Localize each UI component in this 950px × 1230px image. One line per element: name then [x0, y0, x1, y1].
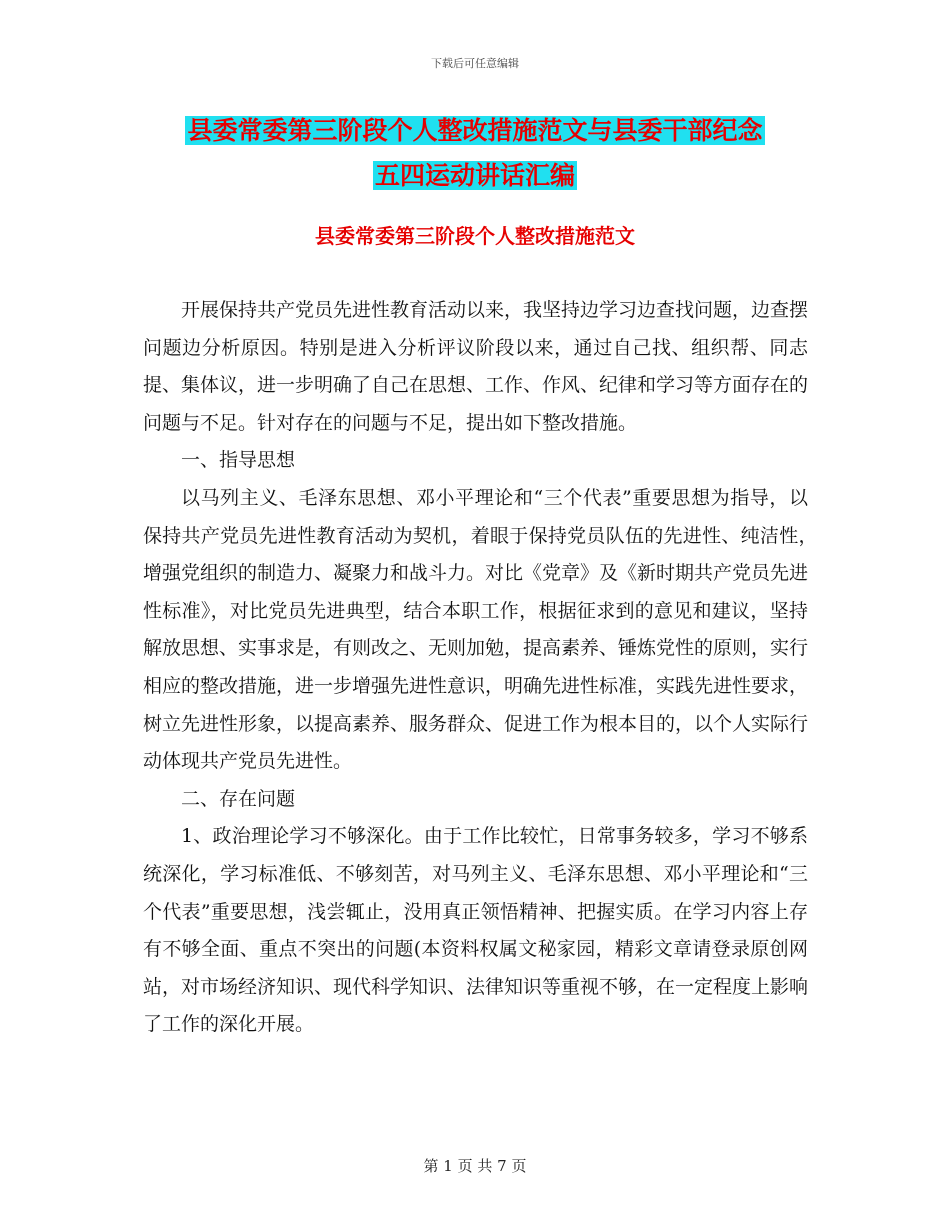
- heading-guiding-ideology: 一、指导思想: [181, 449, 296, 472]
- document-title-line-2: 五四运动讲话汇编: [374, 161, 575, 190]
- paragraph-intro: 开展保持共产党员先进性教育活动以来，我坚持边学习边查找问题，边查摆问题边分析原因。特别是进入分析评议阶段以来，通过自己找、组织帮、同志提、集体议，进一步明确了自己在思想、工作、作风、纪律和学习等方面存在的问题与不足。针对存在的问题与不足，提出如下整改措施。: [143, 299, 809, 434]
- heading-existing-problems: 二、存在问题: [181, 787, 296, 810]
- section-title: 县委常委第三阶段个人整改措施范文: [315, 224, 635, 248]
- paragraph-problem-1: 1、政治理论学习不够深化。由于工作比较忙，日常事务较多，学习不够系统深化，学习标准低、不够刻苦，对马列主义、毛泽东思想、邓小平理论和“三个代表”重要思想，浅尝辄止，没用真正领悟精神、把握实质。在学习内容上存有不够全面、重点不突出的问题(本资料权属文秘家园，精彩文章请登录原创网站，对市场经济知识、现代科学知识、法律知识等重视不够，在一定程度上影响了工作的深化开展。: [143, 825, 809, 1036]
- document-title-line-1: 县委常委第三阶段个人整改措施范文与县委干部纪念: [187, 116, 763, 145]
- header-note: 下载后可任意编辑: [431, 57, 519, 70]
- document-title: [140, 108, 810, 198]
- document-body: [143, 292, 828, 1044]
- page-number-footer: 第 1 页 共 7 页: [423, 1157, 527, 1175]
- paragraph-guiding-ideology: 以马列主义、毛泽东思想、邓小平理论和“三个代表”重要思想为指导，以保持共产党员先进性教育活动为契机，着眼于保持党员队伍的先进性、纯洁性， 增强党组织的制造力、凝聚力和战斗力。对比《党章》及《新时期共产党员先进性标准》，对比党员先进典型，结合本职工作，根据征求到的意见和建议，坚持解放思想、实事求是，有则改之、无则加勉，提高素养、锤炼党性的原则，实行相应的整改措施，进一步增强先进性意识，明确先进性标准，实践先进性要求，树立先进性形象，以提高素养、服务群众、促进工作为根本目的，以个人实际行动体现共产党员先进性。: [143, 486, 828, 773]
